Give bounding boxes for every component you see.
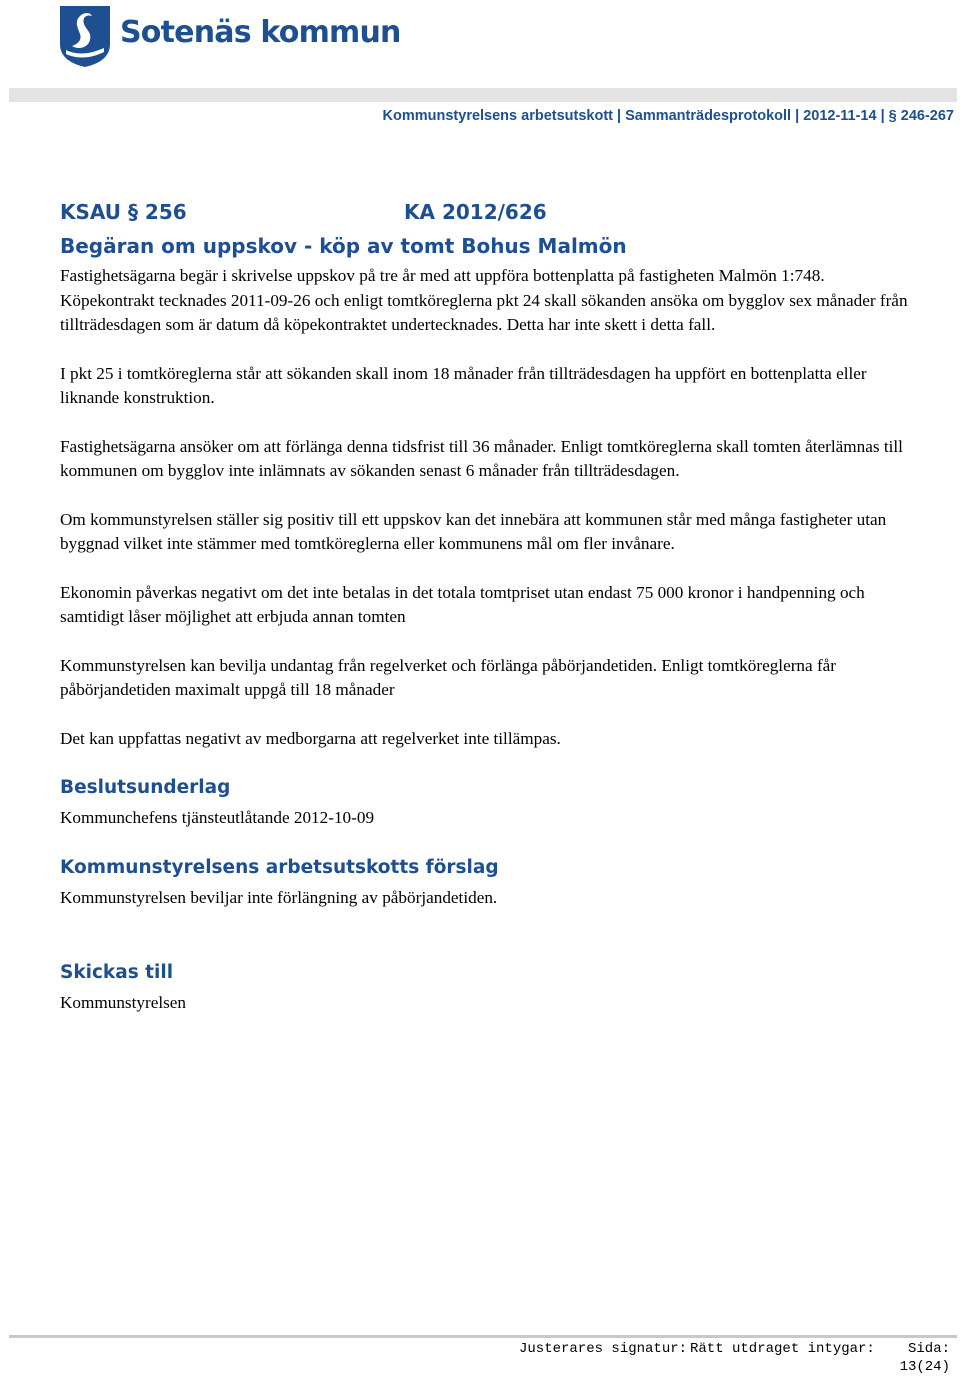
logo [58,4,401,68]
header-rule [9,88,957,102]
ka-number: KA 2012/626 [404,200,547,224]
paragraph: Fastighetsägarna ansöker om att förlänga denna tidsfrist till 36 månader. Enligt tomtköreglerna skall tomten återlämnas till kommunen om bygglov inte inlämnats av sökanden senast 6 månader från tillträdesdagen. [60,436,903,480]
justerares-signatur-label: Justerares signatur: [519,1341,688,1357]
paragraph: Fastighetsägarna begär i skrivelse uppskov på tre år med att uppföra bottenplatta på fastigheten Malmön 1:748. Köpekontrakt tecknades 2011-09-26 och enligt tomtköreglerna pkt 24 skall sökanden ansöka om bygglov sex månader från tillträdesdagen som är datum då köpekontraktet undertecknades. Detta har inte skett i detta fall. [60,266,908,334]
logo-text: Sotenäs kommun [120,15,401,50]
forslag-heading: Kommunstyrelsens arbetsutskotts förslag [60,856,499,878]
paragraph: Ekonomin påverkas negativt om det inte betalas in det totala tomtpriset utan endast 75 000 kronor i handpenning och samtidigt låser möjlighet att erbjuda annan tomten [60,582,865,626]
sida-label: Sida: [907,1341,950,1357]
ratt-utdraget-label: Rätt utdraget intygar: [690,1341,875,1357]
document-body [60,200,920,1016]
paragraph: Om kommunstyrelsen ställer sig positiv till ett uppskov kan det innebära att kommunen står med många fastigheter utan byggnad vilket inte stämmer med tomtköreglerna eller kommunens mål om fler invånare. [60,509,887,553]
case-line [60,200,920,228]
footer-rule [9,1335,957,1338]
ksau-number: KSAU § 256 [60,200,187,224]
paragraph: Det kan uppfattas negativt av medborgarna att regelverket inte tillämpas. [60,728,561,748]
header-info: Kommunstyrelsens arbetsutskott | Sammanträdesprotokoll | 2012-11-14 | § 246-267 [382,108,954,124]
case-title: Begäran om uppskov - köp av tomt Bohus Malmön [60,234,627,258]
beslutsunderlag-text: Kommunchefens tjänsteutlåtande 2012-10-09 [60,808,375,827]
page-number: 13(24) [899,1359,950,1375]
skickas-heading: Skickas till [60,962,174,983]
beslutsunderlag-heading: Beslutsunderlag [60,777,231,798]
forslag-text: Kommunstyrelsen beviljar inte förlängning av påbörjandetiden. [60,887,498,907]
skickas-text: Kommunstyrelsen [60,993,187,1012]
paragraph: I pkt 25 i tomtköreglerna står att sökanden skall inom 18 månader från tillträdesdagen ha uppfört en bottenplatta eller liknande konstruktion. [60,363,867,407]
swan-shield-icon [58,4,112,68]
paragraph: Kommunstyrelsen kan bevilja undantag från regelverket och förlänga påbörjandetiden. Enligt tomtköreglerna får påbörjandetiden maximalt uppgå till 18 månader [60,655,837,699]
